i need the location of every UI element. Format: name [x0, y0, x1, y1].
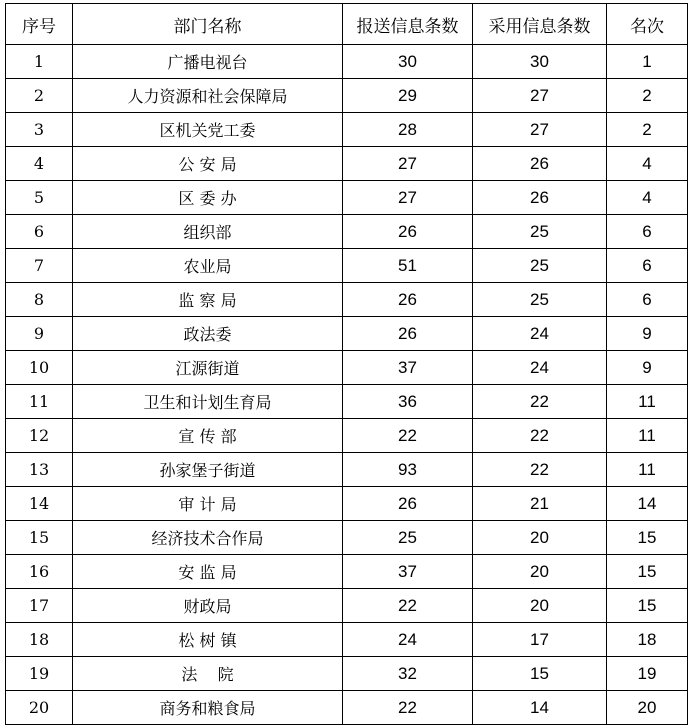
header-rank: 名次: [607, 4, 688, 45]
cell-rank: 6: [607, 283, 688, 317]
cell-department: 商务和粮食局: [73, 691, 343, 725]
cell-rank: 14: [607, 487, 688, 521]
cell-rank: 15: [607, 521, 688, 555]
cell-adopted: 25: [473, 249, 607, 283]
table-row: [6, 453, 688, 487]
cell-adopted: 24: [473, 317, 607, 351]
cell-index: 19: [6, 657, 73, 691]
cell-adopted: 27: [473, 113, 607, 147]
cell-submitted: 37: [343, 555, 473, 589]
cell-rank: 18: [607, 623, 688, 657]
cell-adopted: 20: [473, 589, 607, 623]
cell-rank: 4: [607, 181, 688, 215]
cell-department: 组织部: [73, 215, 343, 249]
cell-department: 法 院: [73, 657, 343, 691]
cell-department: 财政局: [73, 589, 343, 623]
cell-department: 区 委 办: [73, 181, 343, 215]
table-row: [6, 385, 688, 419]
cell-department: 审 计 局: [73, 487, 343, 521]
cell-adopted: 24: [473, 351, 607, 385]
cell-submitted: 25: [343, 521, 473, 555]
cell-adopted: 21: [473, 487, 607, 521]
cell-department: 人力资源和社会保障局: [73, 79, 343, 113]
table-row: [6, 351, 688, 385]
cell-department: 松 树 镇: [73, 623, 343, 657]
cell-adopted: 25: [473, 283, 607, 317]
cell-rank: 9: [607, 317, 688, 351]
cell-index: 3: [6, 113, 73, 147]
cell-submitted: 27: [343, 181, 473, 215]
cell-department: 广播电视台: [73, 45, 343, 79]
cell-department: 监 察 局: [73, 283, 343, 317]
cell-index: 12: [6, 419, 73, 453]
ranking-table: [5, 3, 688, 725]
table-row: [6, 555, 688, 589]
table-row: [6, 79, 688, 113]
cell-rank: 6: [607, 249, 688, 283]
header-submitted: 报送信息条数: [343, 4, 473, 45]
cell-rank: 15: [607, 555, 688, 589]
cell-index: 18: [6, 623, 73, 657]
table-row: [6, 419, 688, 453]
cell-rank: 4: [607, 147, 688, 181]
cell-index: 13: [6, 453, 73, 487]
cell-index: 10: [6, 351, 73, 385]
table-row: [6, 657, 688, 691]
cell-adopted: 22: [473, 419, 607, 453]
cell-submitted: 51: [343, 249, 473, 283]
cell-submitted: 26: [343, 215, 473, 249]
cell-index: 2: [6, 79, 73, 113]
cell-adopted: 17: [473, 623, 607, 657]
cell-department: 公 安 局: [73, 147, 343, 181]
cell-index: 14: [6, 487, 73, 521]
cell-submitted: 22: [343, 419, 473, 453]
cell-adopted: 27: [473, 79, 607, 113]
header-index: 序号: [6, 4, 73, 45]
cell-submitted: 22: [343, 691, 473, 725]
cell-adopted: 22: [473, 453, 607, 487]
cell-adopted: 20: [473, 555, 607, 589]
cell-submitted: 26: [343, 317, 473, 351]
table-row: [6, 283, 688, 317]
cell-rank: 2: [607, 79, 688, 113]
table-row: [6, 521, 688, 555]
table-row: [6, 249, 688, 283]
cell-submitted: 27: [343, 147, 473, 181]
cell-department: 农业局: [73, 249, 343, 283]
cell-index: 20: [6, 691, 73, 725]
cell-index: 8: [6, 283, 73, 317]
cell-rank: 19: [607, 657, 688, 691]
table-row: [6, 691, 688, 725]
cell-index: 4: [6, 147, 73, 181]
cell-index: 15: [6, 521, 73, 555]
cell-rank: 11: [607, 453, 688, 487]
table-body: [6, 45, 688, 725]
cell-index: 1: [6, 45, 73, 79]
table-row: [6, 147, 688, 181]
cell-adopted: 30: [473, 45, 607, 79]
cell-submitted: 28: [343, 113, 473, 147]
table-row: [6, 215, 688, 249]
cell-submitted: 22: [343, 589, 473, 623]
cell-rank: 15: [607, 589, 688, 623]
cell-submitted: 36: [343, 385, 473, 419]
cell-submitted: 93: [343, 453, 473, 487]
table-row: [6, 487, 688, 521]
cell-adopted: 26: [473, 181, 607, 215]
table-row: [6, 317, 688, 351]
cell-department: 安 监 局: [73, 555, 343, 589]
cell-department: 经济技术合作局: [73, 521, 343, 555]
cell-index: 11: [6, 385, 73, 419]
table-row: [6, 45, 688, 79]
header-department: 部门名称: [73, 4, 343, 45]
header-adopted: 采用信息条数: [473, 4, 607, 45]
cell-adopted: 15: [473, 657, 607, 691]
cell-adopted: 25: [473, 215, 607, 249]
cell-submitted: 24: [343, 623, 473, 657]
cell-index: 9: [6, 317, 73, 351]
table-row: [6, 181, 688, 215]
cell-rank: 9: [607, 351, 688, 385]
table-row: [6, 113, 688, 147]
cell-index: 16: [6, 555, 73, 589]
cell-adopted: 14: [473, 691, 607, 725]
cell-adopted: 26: [473, 147, 607, 181]
table-row: [6, 589, 688, 623]
cell-rank: 6: [607, 215, 688, 249]
cell-department: 江源街道: [73, 351, 343, 385]
cell-department: 政法委: [73, 317, 343, 351]
cell-index: 17: [6, 589, 73, 623]
cell-department: 孙家堡子街道: [73, 453, 343, 487]
cell-rank: 20: [607, 691, 688, 725]
cell-department: 区机关党工委: [73, 113, 343, 147]
cell-department: 卫生和计划生育局: [73, 385, 343, 419]
table-row: [6, 623, 688, 657]
cell-submitted: 26: [343, 283, 473, 317]
cell-index: 6: [6, 215, 73, 249]
cell-department: 宣 传 部: [73, 419, 343, 453]
cell-submitted: 30: [343, 45, 473, 79]
cell-rank: 2: [607, 113, 688, 147]
cell-index: 7: [6, 249, 73, 283]
header-row: [6, 4, 688, 45]
cell-submitted: 26: [343, 487, 473, 521]
cell-adopted: 20: [473, 521, 607, 555]
cell-submitted: 29: [343, 79, 473, 113]
cell-submitted: 37: [343, 351, 473, 385]
table-header: [6, 4, 688, 45]
cell-rank: 11: [607, 385, 688, 419]
cell-index: 5: [6, 181, 73, 215]
cell-rank: 1: [607, 45, 688, 79]
cell-rank: 11: [607, 419, 688, 453]
cell-adopted: 22: [473, 385, 607, 419]
cell-submitted: 32: [343, 657, 473, 691]
